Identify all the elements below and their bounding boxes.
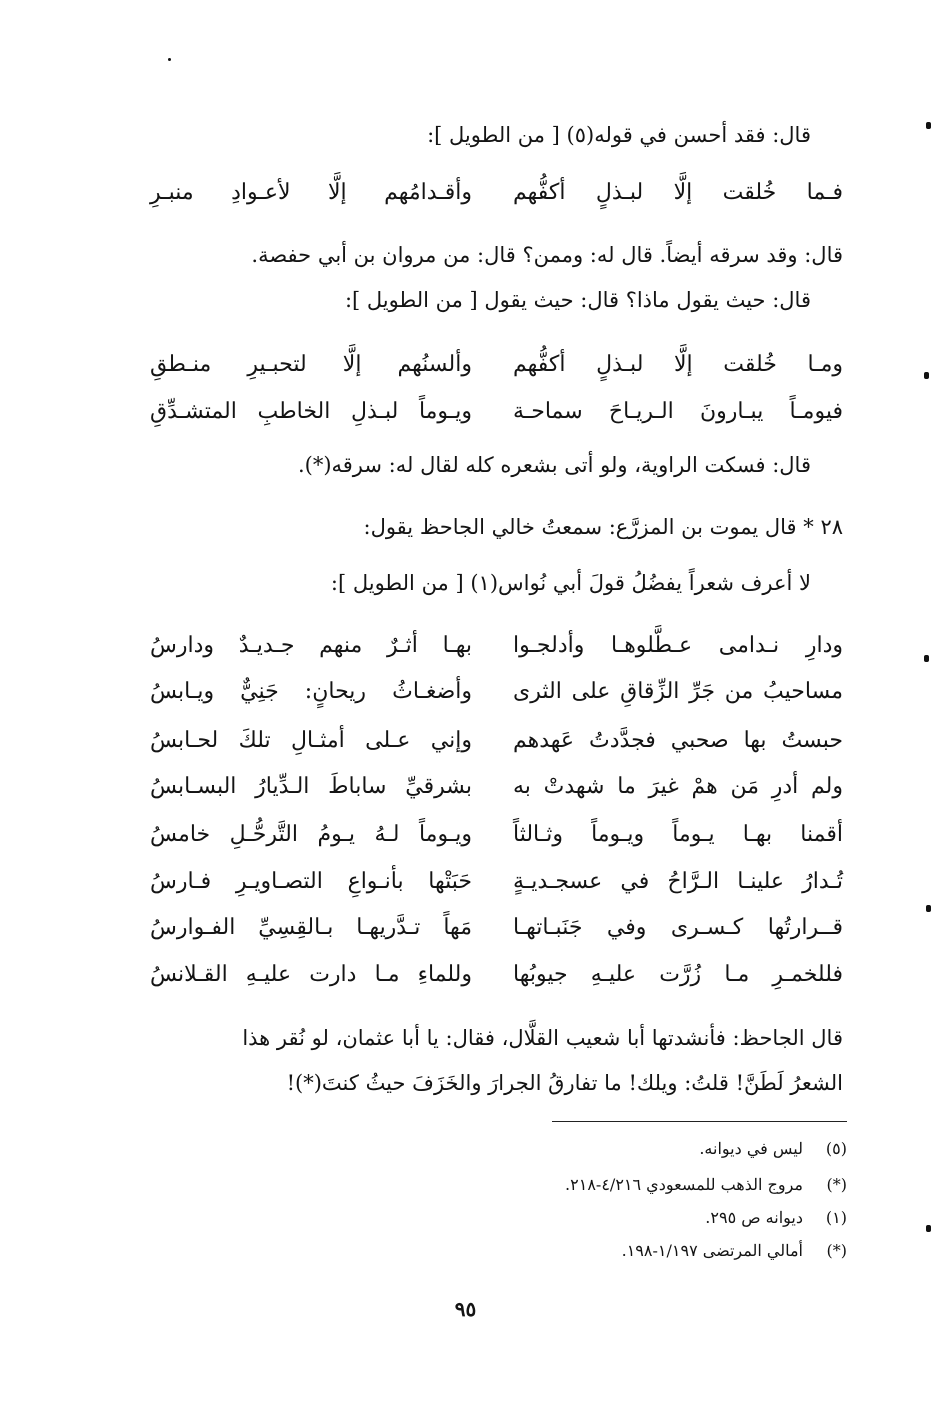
scan-speck	[926, 122, 931, 129]
footnote	[699, 1138, 847, 1160]
poem-left-hemistich: بهـا أثـرٌ منهم جـديـدٌ ودارسُ	[150, 633, 472, 658]
poem-left-hemistich: ويـوماً لـهُ يـومُ التَّرحُّـلِ خامسُ	[150, 822, 472, 847]
closing-line-2: الشعرُ لَطَنَّ! قلتُ: ويلك! ما تفارقُ الجرارَ والخَزَفَ حيثُ كنتَ(*)!	[286, 1071, 843, 1095]
poem-right-hemistich: أقمنا بهـا يـوماً ويـوماً وثـالثاً	[513, 822, 843, 847]
footnote	[622, 1240, 847, 1262]
footnote-text: ديوانه ص ٢٩٥.	[705, 1208, 803, 1227]
poem-left-hemistich: وإني عـلى أمثـالِ تلكَ لحـابسُ	[150, 728, 472, 753]
poem-right-hemistich: مساحيبُ من جَرِّ الزِّقاقِ على الثرى	[513, 679, 843, 704]
closing-line-1: قال الجاحظ: فأنشدتها أبا شعيب القلَّال، فقال: يا أبا عثمان، لو نُقر هذا	[242, 1026, 843, 1050]
verse1-right-hemistich: فـما خُلقت إلَّا لبـذلٍ أكفُّهم	[513, 180, 843, 205]
verse2-left-hemistich: ويـوماً لبـذلِ الخاطبِ المتشـدِّقِ	[150, 399, 472, 424]
footnote-divider	[552, 1121, 847, 1122]
poem-right-hemistich: ودارِ نـدامى عـطَّلوهـا وأدلجـوا	[513, 633, 843, 658]
poem-left-hemistich: وللماءِ مـا دارت عليـهِ القـلانسُ	[150, 962, 472, 987]
poem-right-hemistich: فللخمـرِ مـا زُرَّت عليـهِ جيوبُها	[513, 962, 843, 987]
poem-right-hemistich: حبستُ بها صحبي فجدَّدتُ عَهدهم	[513, 728, 843, 753]
footnote-mark: (*)	[826, 1175, 847, 1194]
footnote-mark: (١)	[825, 1208, 847, 1227]
footnote-mark: (*)	[826, 1241, 847, 1260]
footnote	[565, 1174, 847, 1196]
dialogue-line-2: قال: حيث يقول ماذا؟ قال: حيث يقول [ من الطويل ]:	[344, 288, 811, 312]
footnote-mark: (٥)	[825, 1139, 847, 1158]
poem-right-hemistich: ولم أدرِ مَن همْ غيرَ ما شهدتْ به	[513, 774, 843, 799]
poem-left-hemistich: بشرقيِّ ساباطَ الـدِّيارُ البسـابسُ	[150, 774, 472, 799]
poem-right-hemistich: تُـدارُ علينـا الـرَّاحُ في عسجـديـةٍ	[513, 869, 843, 894]
scan-speck	[926, 905, 931, 912]
section-28-heading: ٢٨ * قال يموت بن المزرَّع: سمعتُ خالي الجاحظ يقول:	[363, 515, 843, 539]
footnote-text: ليس في ديوانه.	[699, 1139, 803, 1158]
conclusion-line: قال: فسكت الراوية، ولو أتى بشعره كله لقال له: سرقه(*).	[297, 453, 811, 477]
intro-line: قال: فقد أحسن في قوله(٥) [ من الطويل ]:	[427, 123, 811, 147]
poem-left-hemistich: وأضغـاثُ ريحانٍ: جَنِيٌّ ويـابسُ	[150, 679, 472, 704]
dialogue-line-1: قال: وقد سرقه أيضاً. قال له: وممن؟ قال: من مروان بن أبي حفصة.	[251, 243, 843, 267]
footnote-text: أمالي المرتضى ١/١٩٧-١٩٨.	[621, 1241, 803, 1260]
page-number: ٩٥	[454, 1297, 477, 1321]
scan-speck	[924, 372, 929, 379]
footnote	[705, 1207, 847, 1229]
verse2-left-hemistich: وألسنُهم إلَّا لتحبـيرِ منـطقِ	[150, 352, 472, 377]
footnote-text: مروج الذهب للمسعودي ٤/٢١٦-٢١٨.	[565, 1175, 803, 1194]
verse2-right-hemistich: ومـا خُلقت إلَّا لبـذلٍ أكفُّهم	[513, 352, 843, 377]
poem-left-hemistich: مَهاً تـدَّريهـا بـالقِسِيِّ الفـوارسُ	[150, 915, 472, 940]
scan-speck	[168, 58, 171, 61]
verse1-left-hemistich: وأقـدامُهم إلَّا لأعـوادِ منبـرِ	[150, 180, 472, 205]
poem-right-hemistich: قــرارتُها كـسـرى وفي جَنَبـاتهـا	[513, 915, 843, 940]
verse2-right-hemistich: فيومـاً يبـارونَ الـريـاحَ سماحـة	[513, 399, 843, 424]
scan-speck	[924, 655, 929, 662]
section-28-line-2: لا أعرف شعراً يفضُلُ قولَ أبي نُواس(١) [ من الطويل ]:	[330, 571, 811, 595]
scan-speck	[926, 1225, 931, 1232]
poem-left-hemistich: حَبَتْها بأنـواعِ التصـاويـرِ فـارسُ	[150, 869, 472, 894]
